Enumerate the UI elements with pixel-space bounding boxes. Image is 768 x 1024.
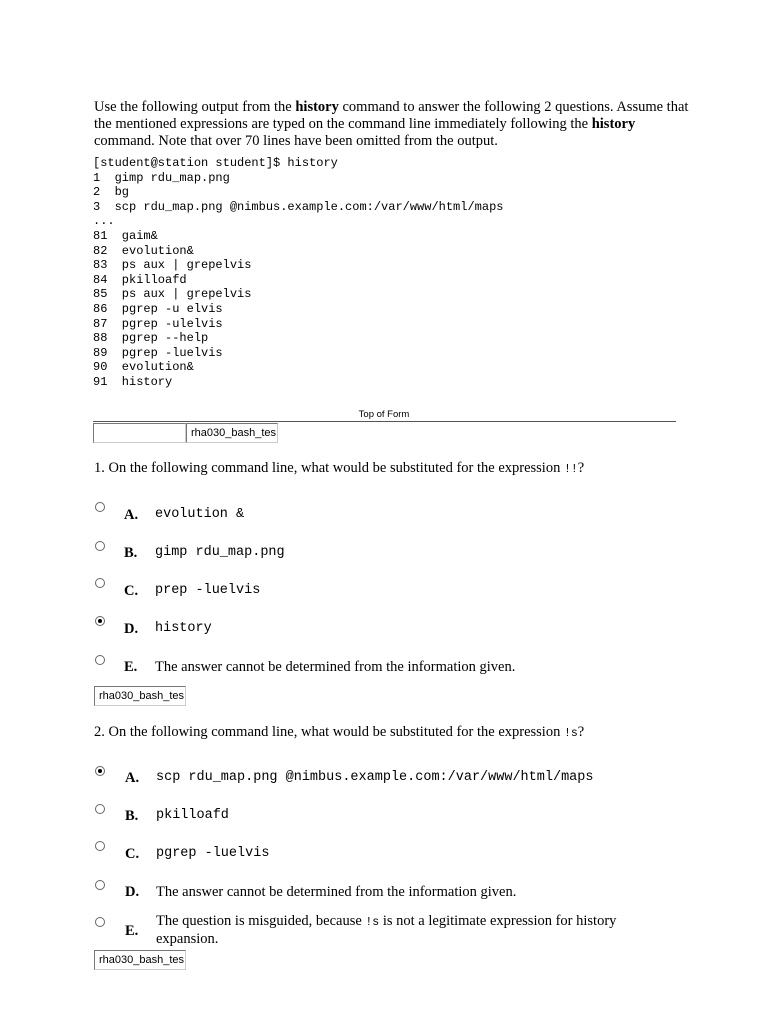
q1-option-e-letter: E.: [124, 659, 138, 675]
terminal-line: 82 evolution&: [93, 243, 194, 258]
intro-text-2: command to answer the following 2 questions. Assume that the mentioned expressions are typed on the command line immediately following the: [94, 99, 689, 132]
q2-option-e-text-post: is not a legitimate expression for history expansion.: [156, 913, 617, 947]
intro-paragraph: [94, 99, 694, 150]
terminal-line: [student@station student]$ history: [93, 156, 338, 170]
question-2-expression: !s: [563, 727, 578, 740]
q1-option-c-text: prep -luelvis: [155, 583, 261, 598]
q2-option-d-letter: D.: [125, 884, 140, 900]
intro-text-3: command. Note that over 70 lines have been omitted from the output.: [94, 133, 498, 149]
terminal-line: 84 pkilloafd: [93, 272, 187, 287]
q1-option-d-radio[interactable]: [95, 616, 105, 626]
question-1-expression: !!: [563, 463, 578, 476]
terminal-line: 81 gaim&: [93, 228, 158, 243]
q1-option-d-text: history: [155, 621, 212, 636]
terminal-line: 87 pgrep -ulelvis: [93, 316, 223, 331]
question-2: [94, 724, 584, 741]
q1-option-c-letter: C.: [124, 583, 139, 599]
q1-option-b-text: gimp rdu_map.png: [155, 545, 285, 560]
q2-option-c-letter: C.: [125, 846, 140, 862]
terminal-line: ...: [93, 214, 115, 229]
q2-hidden-field-box: rha030_bash_tes: [94, 950, 186, 970]
q2-option-c-text: pgrep -luelvis: [156, 846, 270, 861]
q1-option-e-radio[interactable]: [95, 655, 105, 665]
q2-option-e-letter: E.: [125, 923, 139, 939]
terminal-line: 90 evolution&: [93, 360, 194, 375]
q1-option-b-letter: B.: [124, 545, 138, 561]
terminal-line: 3 scp rdu_map.png @nimbus.example.com:/var/www/html/maps: [93, 199, 504, 214]
question-2-suffix: ?: [577, 724, 585, 740]
question-1-text: 1. On the following command line, what would be substituted for the expression: [94, 460, 564, 476]
terminal-line: 86 pgrep -u elvis: [93, 301, 223, 316]
top-of-form-label: Top of Form: [358, 409, 410, 420]
terminal-line: 83 ps aux | grepelvis: [93, 258, 252, 273]
q1-option-b-radio[interactable]: [95, 541, 105, 551]
terminal-line: 85 ps aux | grepelvis: [93, 287, 252, 302]
terminal-line: 2 bg: [93, 185, 130, 200]
history-output: [93, 156, 503, 390]
terminal-line: 1 gimp rdu_map.png: [93, 170, 230, 185]
terminal-line: 91 history: [93, 374, 173, 389]
q1-option-d-letter: D.: [124, 621, 139, 637]
question-2-text: 2. On the following command line, what would be substituted for the expression: [94, 724, 564, 740]
q2-option-e-code: !s: [365, 916, 380, 929]
q2-option-e-radio[interactable]: [95, 917, 105, 927]
q1-hidden-field-box: rha030_bash_tes: [94, 686, 186, 706]
q2-option-d-text: The answer cannot be determined from the information given.: [156, 884, 517, 900]
q2-option-d-radio[interactable]: [95, 880, 105, 890]
q1-option-a-letter: A.: [124, 507, 139, 523]
hidden-field-box: rha030_bash_tes: [186, 423, 278, 443]
q2-option-a-letter: A.: [125, 770, 140, 786]
intro-bold-history-2: history: [591, 116, 636, 132]
terminal-line: 89 pgrep -luelvis: [93, 345, 223, 360]
form-text-input[interactable]: [93, 423, 186, 443]
q2-option-a-text: scp rdu_map.png @nimbus.example.com:/var/www/html/maps: [156, 770, 594, 785]
q1-option-c-radio[interactable]: [95, 578, 105, 588]
intro-bold-history-1: history: [295, 99, 339, 115]
terminal-line: 88 pgrep --help: [93, 331, 209, 346]
q1-option-a-text: evolution &: [155, 507, 245, 522]
q2-option-b-text: pkilloafd: [156, 808, 229, 823]
form-divider: [93, 421, 676, 422]
q2-option-e-text: [156, 913, 676, 948]
question-1-suffix: ?: [577, 460, 585, 476]
q2-option-c-radio[interactable]: [95, 841, 105, 851]
q2-option-a-radio[interactable]: [95, 766, 105, 776]
q2-option-b-radio[interactable]: [95, 804, 105, 814]
q1-option-a-radio[interactable]: [95, 502, 105, 512]
intro-text-1: Use the following output from the: [94, 99, 296, 115]
q1-option-e-text: The answer cannot be determined from the information given.: [155, 659, 516, 675]
question-1: [94, 460, 584, 477]
q2-option-b-letter: B.: [125, 808, 139, 824]
q2-option-e-text-pre: The question is misguided, because: [156, 913, 366, 929]
